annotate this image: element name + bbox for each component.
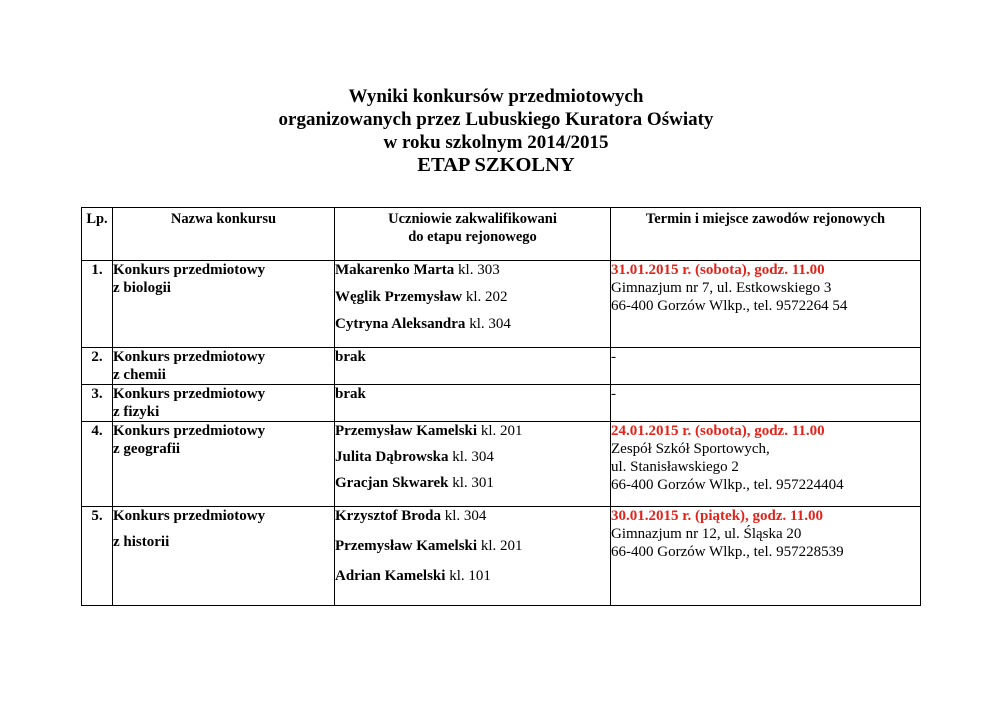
contest-name: Konkurs przedmiotowy z geografii: [113, 422, 335, 507]
student-entry: Gracjan Skwarek kl. 301: [335, 475, 494, 491]
title-line-2: organizowanych przez Lubuskiego Kuratora Oświaty: [278, 109, 714, 130]
title-line-1: Wyniki konkursów przedmiotowych: [348, 86, 644, 107]
students-list: brak: [335, 348, 611, 385]
students-list: [335, 261, 611, 348]
header-students: Uczniowie zakwalifikowani do etapu rejonowego: [335, 208, 611, 261]
competition-date: 24.01.2015 r. (sobota), godz. 11.00: [611, 423, 825, 439]
term-cell: [611, 261, 921, 348]
row-number: 4.: [82, 422, 113, 507]
address-line: 66-400 Gorzów Wlkp., tel. 957224404: [611, 477, 844, 493]
title-line-3: w roku szkolnym 2014/2015: [383, 132, 609, 153]
table-header-row: [82, 208, 921, 261]
students-list: [335, 422, 611, 507]
address-line: ul. Stanisławskiego 2: [611, 459, 739, 475]
table-row: [82, 348, 921, 385]
row-number: 2.: [82, 348, 113, 385]
students-list: [335, 507, 611, 606]
contest-name: Konkurs przedmiotowy z biologii: [113, 261, 335, 348]
student-entry: Cytryna Aleksandra kl. 304: [335, 316, 511, 332]
document-title: [0, 85, 992, 177]
students-list: brak: [335, 385, 611, 422]
table-row: [82, 507, 921, 606]
student-entry: Przemysław Kamelski kl. 201: [335, 423, 523, 439]
address-line: 66-400 Gorzów Wlkp., tel. 9572264 54: [611, 298, 848, 314]
row-number: 3.: [82, 385, 113, 422]
student-entry: Przemysław Kamelski kl. 201: [335, 538, 523, 554]
address-line: 66-400 Gorzów Wlkp., tel. 957228539: [611, 544, 844, 560]
student-entry: Adrian Kamelski kl. 101: [335, 568, 491, 584]
header-lp: Lp.: [82, 208, 113, 261]
table-row: [82, 385, 921, 422]
header-term: Termin i miejsce zawodów rejonowych: [611, 208, 921, 261]
competition-date: 31.01.2015 r. (sobota), godz. 11.00: [611, 262, 825, 278]
results-table: [81, 207, 921, 606]
contest-name: Konkurs przedmiotowy z chemii: [113, 348, 335, 385]
term-cell: [611, 422, 921, 507]
term-cell: -: [611, 348, 921, 385]
table-row: [82, 261, 921, 348]
student-entry: Węglik Przemysław kl. 202: [335, 289, 508, 305]
student-entry: Makarenko Marta kl. 303: [335, 262, 500, 278]
contest-name: Konkurs przedmiotowy z historii: [113, 507, 335, 606]
student-entry: Julita Dąbrowska kl. 304: [335, 449, 494, 465]
term-cell: -: [611, 385, 921, 422]
contest-name: Konkurs przedmiotowy z fizyki: [113, 385, 335, 422]
address-line: Zespół Szkół Sportowych,: [611, 441, 770, 457]
competition-date: 30.01.2015 r. (piątek), godz. 11.00: [611, 508, 823, 524]
address-line: Gimnazjum nr 7, ul. Estkowskiego 3: [611, 280, 832, 296]
table-row: [82, 422, 921, 507]
title-stage: ETAP SZKOLNY: [417, 154, 575, 176]
term-cell: [611, 507, 921, 606]
address-line: Gimnazjum nr 12, ul. Śląska 20: [611, 526, 802, 542]
row-number: 1.: [82, 261, 113, 348]
row-number: 5.: [82, 507, 113, 606]
header-name: Nazwa konkursu: [113, 208, 335, 261]
student-entry: Krzysztof Broda kl. 304: [335, 508, 487, 524]
